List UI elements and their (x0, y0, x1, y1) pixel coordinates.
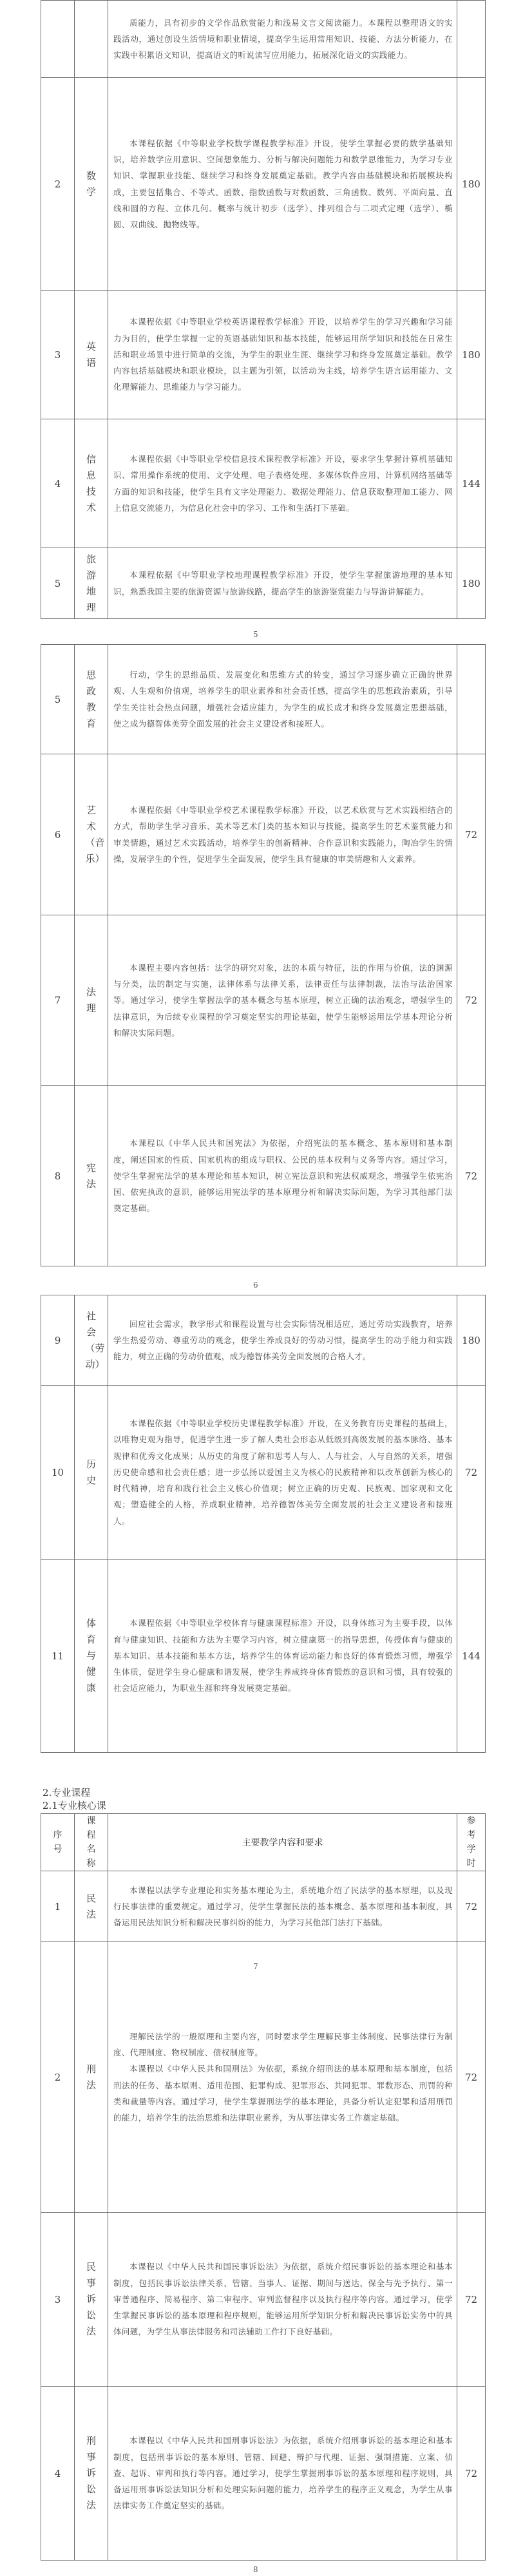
table-row (41, 1386, 486, 1560)
course-name-text: 社会（劳动） (85, 1310, 105, 1370)
course-name (75, 2213, 108, 2387)
course-description (108, 1295, 457, 1386)
row-number: 2 (41, 1942, 75, 2213)
course-description (108, 78, 457, 291)
course-description (108, 419, 457, 548)
table-row (41, 1086, 486, 1266)
course-hours (457, 1, 486, 78)
description-paragraph: 本课程依据《中等职业学校数学课程教学标准》开设，使学生掌握必要的数学基础知识，培养数学应用意识、空间想象能力、分析与解决问题能力和数学思维能力，为学习专业知识、掌握职业技能、继续学习和终身发展奠定基础。教学内容由基础模块和拓展模块构成，主要包括集合、不等式、函数、指数函数与对数函数、三角函数、数列、平面向量、直线和圆的方程、立体几何、概率与统计初步（选学）、排列组合与二项式定理（选学）、椭圆、双曲线、抛物线等。 (113, 138, 453, 230)
course-name-text: 数学 (86, 169, 96, 198)
table-row (41, 1, 486, 78)
course-hours: 144 (457, 1560, 486, 1753)
course-hours (457, 645, 486, 754)
row-number: 4 (41, 419, 75, 548)
header-hours: 参考学时 (457, 1814, 486, 1871)
table-row (41, 1871, 486, 1942)
table-row (41, 1295, 486, 1386)
table-row (41, 78, 486, 291)
course-name-text: 艺术（音乐） (85, 804, 105, 864)
course-name (75, 548, 108, 619)
description-paragraph: 本课程以《中华人民共和国刑法》为依据，系统介绍刑法的基本原理和基本制度，包括刑法的任务、基本原则、适用范围、犯罪构成、犯罪形态、共同犯罪、罪数形态、刑罚的种类和裁量等内容。通过学习，使学生掌握刑法学的基本理论，具备分析认定犯罪和适用刑罚的能力，培养学生的法治思维和法律职业素养，为从事法律实务工作奠定基础。 (113, 2064, 453, 2123)
course-description (108, 1871, 457, 1942)
course-name (75, 78, 108, 291)
section-subtitle: 2.1专业核心课 (43, 1800, 106, 1811)
course-name (75, 915, 108, 1086)
row-number: 10 (41, 1386, 75, 1560)
course-name (75, 1, 108, 78)
course-name (75, 291, 108, 419)
course-hours: 144 (457, 419, 486, 548)
description-paragraph: 本课程以《中华人民共和国宪法》为依据，介绍宪法的基本概念、基本原则和基本制度，阐述国家的性质、国家机构的组成与职权、公民的基本权利与义务等内容。通过学习，使学生掌握宪法学的基本理论和基本知识，树立宪法意识和宪法权威观念，增强学生依宪治国、依宪执政的意识，能够运用宪法学的基本原理分析和解决实际问题，为学习其他部门法奠定基础。 (113, 1138, 453, 1214)
course-hours: 72 (457, 915, 486, 1086)
description-paragraph: 本课程以法学专业理论和实务基本理论为主，系统地介绍了民法学的基本原理，以及现行民事法律的重要规定。通过学习，使学生掌握民法的基本概念、基本原理和基本制度，具备运用民法知识分析和解决民事纠纷的能力，为学习其他部门法打下基础。 (113, 1885, 453, 1928)
description-paragraph: 本课程依据《中等职业学校历史课程教学标准》开设，在义务教育历史课程的基础上，以唯物史观为指导，促进学生进一步了解人类社会形态从低级到高级发展的基本脉络、基本规律和优秀文化成果；从历史的角度了解和思考人与人、人与社会、人与自然的关系，增强历史使命感和社会责任感；进一步弘扬以爱国主义为核心的民族精神和以改革创新为核心的时代精神，培育和践行社会主义核心价值观；树立正确的历史观、民族观、国家观和文化观；塑造健全的人格，养成职业精神，培养德智体美劳全面发展的社会主义建设者和接班人。 (113, 1418, 453, 1526)
page-number: 5 (253, 630, 258, 639)
description-paragraph: 本课程以《中华人民共和国刑事诉讼法》为依据，系统介绍刑事诉讼的基本理论和基本制度，包括刑事诉讼的基本原则、管辖、回避、辩护与代理、证据、强制措施、立案、侦查、起诉、审判和执行等内容。通过学习，使学生掌握刑事诉讼的基本原理和程序规则，具备运用刑事诉讼法知识分析和处理实际问题的能力，培养学生的程序正义观念，为学生从事法律实务工作奠定坚实的基础。 (113, 2436, 453, 2511)
description-paragraph: 回应社会需求，教学形式和课程设置与社会实际情况相适应，通过劳动实践教育，培养学生热爱劳动、尊重劳动的观念，使学生养成良好的劳动习惯，提高学生的动手能力和实践能力，树立正确的劳动价值观，成为德智体美劳全面发展的合格人才。 (113, 1319, 453, 1362)
course-hours: 72 (457, 1386, 486, 1560)
course-name (75, 645, 108, 754)
course-hours: 72 (457, 1942, 486, 2213)
course-name (75, 1871, 108, 1942)
course-description (108, 754, 457, 915)
row-number: 2 (41, 78, 75, 291)
table-row (41, 2213, 486, 2387)
course-name-text: 民事诉讼法 (86, 2261, 96, 2337)
description-paragraph: 本课程主要内容包括：法学的研究对象，法的本质与特征，法的作用与价值，法的渊源与分类，法的制定与实施，法律体系与法律关系，法律责任与法律制裁，法治与法治国家等。通过学习，使学生掌握法学的基本概念与基本原理，树立正确的法治观念，增强学生的法律意识，为后续专业课程的学习奠定坚实的理论基础，使学生能够运用法学基本理论分析和解决实际问题。 (113, 962, 453, 1038)
header-course-name: 课程名称 (75, 1814, 108, 1871)
course-description (108, 1560, 457, 1753)
table-row (41, 291, 486, 419)
description-paragraph: 质能力，具有初步的文学作品欣赏能力和浅易文言文阅读能力。本课程以整理语文的实践活动，通过创设生活情境和职业情境，提高学生运用常用知识、技能、方法分析能力，在实践中积累语文知识，提高语文的听说读写应用能力，拓展深化语文的实践能力。 (113, 17, 453, 61)
course-name-text: 体育与健康 (86, 1617, 96, 1693)
table-row (41, 754, 486, 915)
description-paragraph: 本课程依据《中等职业学校艺术课程教学标准》开设，以艺术欣赏与艺术实践相结合的方式，帮助学生学习音乐、美术等艺术门类的基本知识与技能，提高学生的艺术鉴赏能力和审美情趣，通过艺术实践活动，培养学生的创新精神、合作意识和实践能力，陶冶学生的情操，发展学生的个性，促进学生全面发展，使学生具有健康的审美情趣和人文素养。 (113, 805, 453, 864)
course-description (108, 645, 457, 754)
public-course-table-part1 (41, 0, 486, 619)
description-paragraph: 理解民法学的一般原理和主要内容，同时要求学生理解民事主体制度、民事法律行为制度、代理制度、物权制度、债权制度等。 (113, 2031, 453, 2057)
course-hours: 180 (457, 548, 486, 619)
course-hours: 72 (457, 754, 486, 915)
row-number: 3 (41, 2213, 75, 2387)
row-number: 9 (41, 1295, 75, 1386)
course-name-text: 刑法 (86, 2063, 96, 2091)
header-num: 序号 (41, 1814, 75, 1871)
course-name-text: 信息技术 (86, 453, 96, 513)
course-name-text: 宪法 (86, 1161, 96, 1190)
course-description (108, 548, 457, 619)
course-hours: 72 (457, 1871, 486, 1942)
section-title: 2.专业课程 (43, 1787, 91, 1798)
course-description (108, 1942, 457, 2213)
course-description (108, 1386, 457, 1560)
row-number: 11 (41, 1560, 75, 1753)
course-hours: 180 (457, 291, 486, 419)
course-name (75, 1942, 108, 2213)
course-hours: 72 (457, 1086, 486, 1266)
course-name (75, 1295, 108, 1386)
header-content: 主要教学内容和要求 (108, 1814, 457, 1871)
description-paragraph: 本课程依据《中等职业学校信息技术课程教学标准》开设，要求学生掌握计算机基础知识、常用操作系统的使用、文字处理、电子表格处理、多媒体软件应用、计算机网络基础等方面的知识和技能，使学生具有文字处理能力、数据处理能力、信息获取整理加工能力、网上信息交流能力，为信息化社会中的学习、工作和生活打下基础。 (113, 453, 453, 513)
course-description (108, 1086, 457, 1266)
table-row (41, 548, 486, 619)
row-number: 7 (41, 915, 75, 1086)
course-name (75, 1386, 108, 1560)
table-row (41, 645, 486, 754)
row-number: 1 (41, 1871, 75, 1942)
description-paragraph: 行动，学生的思维品质、发展变化和思维方式的转变，通过学习逐步确立正确的世界观、人生观和价值观，培养学生的职业素养和社会责任感，提高学生的思想政治素质，引导学生关注社会热点问题，增强社会适应能力，为学生的成长成才和终身发展奠定思想基础，使之成为德智体美劳全面发展的社会主义建设者和接班人。 (113, 669, 453, 729)
course-name-text: 民法 (86, 1892, 96, 1920)
course-hours: 180 (457, 1295, 486, 1386)
course-name-text: 刑事诉讼法 (86, 2435, 96, 2511)
public-course-table-part2 (41, 644, 486, 1266)
page-number: 8 (253, 2565, 258, 2574)
description-paragraph: 本课程依据《中等职业学校地理课程教学标准》开设，使学生掌握旅游地理的基本知识，熟悉我国主要的旅游资源与旅游线路，提高学生的旅游鉴赏能力与导游讲解能力。 (113, 570, 453, 596)
row-number: 5 (41, 645, 75, 754)
course-name-text: 思政教育 (86, 669, 96, 729)
description-paragraph: 本课程以《中华人民共和国民事诉讼法》为依据，系统介绍民事诉讼的基本理论和基本制度，包括民事诉讼法律关系、管辖、当事人、证据、期间与送达、保全与先予执行、第一审普通程序、简易程序、第二审程序、审判监督程序以及执行程序等内容。通过学习，使学生掌握民事诉讼的基本原理和程序规则，能够运用所学知识分析和解决民事诉讼实务中的具体问题，为学生从事法律服务和司法辅助工作打下良好基础。 (113, 2262, 453, 2337)
row-number: 6 (41, 754, 75, 915)
course-description (108, 291, 457, 419)
course-name (75, 1560, 108, 1753)
course-description (108, 915, 457, 1086)
course-name (75, 754, 108, 915)
course-name-text: 旅游地理 (86, 553, 96, 613)
description-paragraph: 本课程依据《中等职业学校体育与健康课程标准》开设，以身体练习为主要手段，以体育与健康知识、技能和方法为主要学习内容，树立健康第一的指导思想，传授体育与健康的基本知识、基本技能和基本方法，培养学生的体育运动能力和良好的体育锻炼习惯，增强学生体质，促进学生身心健康和谐发展，使学生养成终身体育锻炼的意识和习惯，具有较强的社会适应能力，为职业生涯和终身发展奠定基础。 (113, 1618, 453, 1693)
table-row (41, 915, 486, 1086)
course-name (75, 2387, 108, 2561)
course-hours: 180 (457, 78, 486, 291)
course-name-text: 英语 (86, 340, 96, 368)
row-number: 8 (41, 1086, 75, 1266)
table-row (41, 1560, 486, 1753)
table-row (41, 419, 486, 548)
core-course-table (41, 1813, 486, 2561)
table-row (41, 2387, 486, 2561)
course-description (108, 1, 457, 78)
description-paragraph: 本课程依据《中等职业学校英语课程教学标准》开设，以培养学生的学习兴趣和学习能力为目的，使学生掌握一定的英语基础知识和基本技能，能够运用所学知识和技能在日常生活和职业场景中进行简单的交流，为学生的职业生涯、继续学习和终身发展奠定基础。教学内容包括基础模块和职业模块，以主题为引领，以活动为主线，培养学生语言运用能力、文化理解能力、思维能力与学习能力。 (113, 317, 453, 392)
course-name-text: 法理 (86, 986, 96, 1014)
row-number: 4 (41, 2387, 75, 2561)
course-name (75, 1086, 108, 1266)
course-hours: 72 (457, 2213, 486, 2387)
course-description (108, 2387, 457, 2561)
public-course-table-part3 (41, 1295, 486, 1753)
course-name (75, 419, 108, 548)
course-description (108, 2213, 457, 2387)
row-number (41, 1, 75, 78)
course-name-text: 历史 (86, 1458, 96, 1486)
row-number: 3 (41, 291, 75, 419)
page-number: 7 (253, 1962, 258, 1971)
table-row (41, 1942, 486, 2213)
page-number: 6 (253, 1281, 258, 1290)
row-number: 5 (41, 548, 75, 619)
course-hours: 72 (457, 2387, 486, 2561)
